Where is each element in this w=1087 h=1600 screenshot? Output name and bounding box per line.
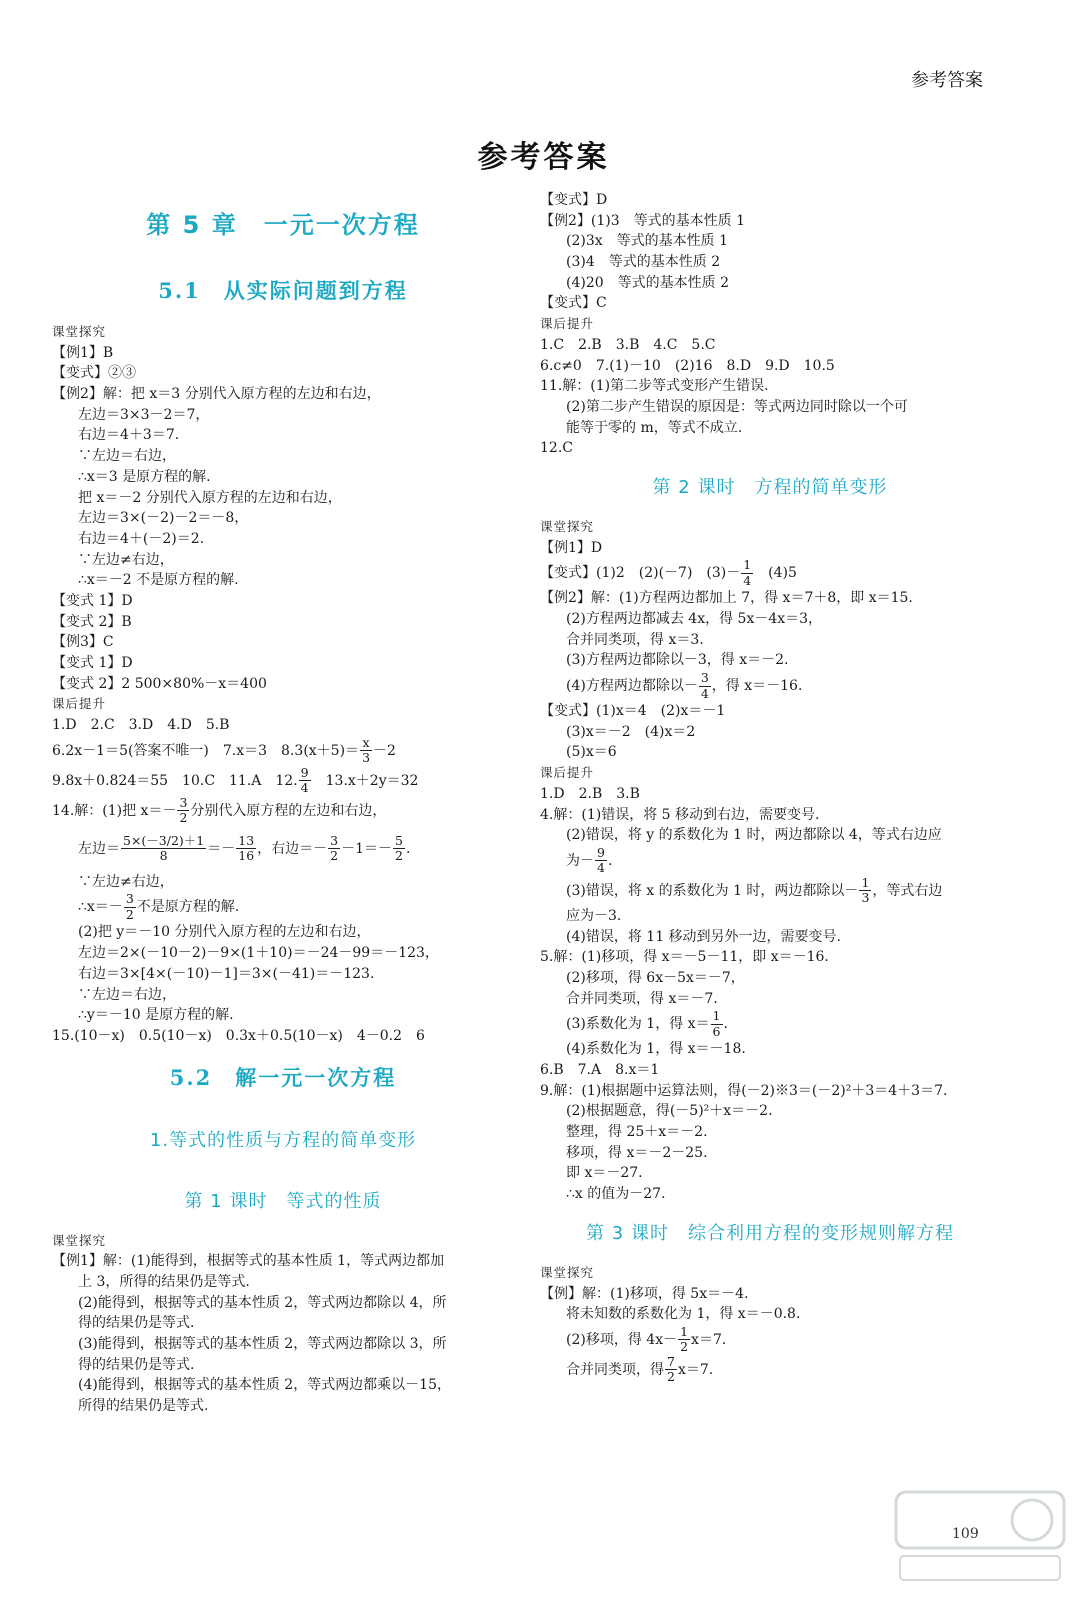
answer-line [540,190,1000,211]
section-tag-label: 课堂探究 [52,324,107,339]
line-text: 【例】解：(1)移项，得 5x＝－4. [540,1285,749,1302]
fraction-denominator: 16 [238,848,255,864]
answer-line [52,488,514,509]
answer-text: －2 [373,742,396,759]
line-text: 【变式 2】B [52,613,132,630]
line-text: 【例1】D [540,539,603,556]
line-text: ∴y＝－10 是原方程的解. [78,1007,234,1024]
answer-line [52,1251,514,1272]
section-tag-label: 课后提升 [540,316,595,332]
line-text: 1.C 2.B 3.B 4.C 5.C [540,336,716,353]
answer-text: ，等式右边 [872,882,943,899]
answer-line [540,784,1000,805]
line-text: 【变式】(1)x＝4 (2)x＝－1 [540,703,726,720]
line-text: 把 x＝－2 分别代入原方程的左边和右边， [78,489,342,506]
answer-text: (4)5 [754,565,797,582]
fraction-numerator: x [360,737,372,752]
line-text: 12.C [540,440,573,457]
right-column [540,190,1000,1385]
answer-text: ，得 x＝－16. [711,678,803,695]
line-text: 11.解：(1)第二步等式变形产生错误. [540,378,769,395]
section-tag [540,1263,1000,1284]
answer-line [540,876,1000,906]
line-text: ∴x＝－2 不是原方程的解. [78,572,239,589]
fraction-numerator: 1 [712,1008,721,1024]
line-text: (3)能得到，根据等式的基本性质 2，等式两边都除以 3，所 [78,1336,447,1352]
answer-line [540,1060,1000,1081]
answer-line [540,989,1000,1010]
fraction-denominator: 2 [680,1339,689,1355]
answer-line [52,529,514,550]
line-text: 6.c≠0 7.(1)－10 (2)16 8.D 9.D 10.5 [540,357,835,374]
line-text: (2)把 y＝－10 分别代入原方程的左边和右边， [78,924,371,941]
fraction-numerator: 1 [861,874,870,890]
fraction [121,832,206,864]
section-tag [540,517,1000,538]
fraction-numerator: 5 [395,832,403,848]
answer-line [52,1355,514,1376]
answer-text: 9.8x＋0.824＝55 10.C 11.A 12. [52,772,298,789]
chapter-heading [52,190,514,260]
line-text: 【例1】B [52,344,114,361]
answer-line [540,609,1000,630]
section-tag [540,763,1000,784]
line-text: 上 3，所得的结果仍是等式. [78,1273,250,1290]
section-tag [52,694,514,715]
line-text: 左边＝3×(－2)－2＝－8， [78,510,249,527]
answer-text: 不是原方程的解. [136,899,240,916]
answer-line [52,384,514,405]
answer-line [540,376,1000,397]
fraction-numerator: 9 [597,844,605,860]
answer-text: ，右边＝－ [257,840,328,857]
fraction [360,734,372,766]
answer-line [52,1272,514,1293]
section-heading [52,1047,514,1109]
answer-line [52,674,514,695]
answer-text: . [406,840,411,857]
line-text: 1.等式的性质与方程的简单变形 [149,1129,417,1151]
line-text: (2)第二步产生错误的原因是：等式两边同时除以一个可 [566,398,908,415]
line-text: 【例2】解：(1)方程两边都加上 7，得 x＝7＋8，即 x＝15. [540,590,913,607]
answer-line [540,1325,1000,1355]
answer-text: ＝－ [207,840,236,857]
answer-text: 左边＝ [78,840,120,857]
answer-line [52,736,514,766]
line-text: ∵左边＝右边， [78,986,176,1003]
answer-text: . [607,852,613,869]
line-text: 【例1】解：(1)能得到，根据等式的基本性质 1，等式两边都加 [52,1253,445,1270]
line-text: ∵左边≠右边， [78,873,174,890]
line-text: 【变式】②③ [52,365,136,382]
line-text: 能等于零的 m，等式不成立. [566,419,743,436]
answer-line [52,612,514,633]
fraction [328,832,340,864]
line-text: (2)根据题意，得(－5)²＋x＝－2. [566,1103,773,1120]
line-text: (2)移项，得 6x－5x＝－7， [566,969,745,986]
fraction-numerator: 3 [125,891,134,907]
answer-line [540,397,1000,418]
line-text: (2)方程两边都减去 4x，得 5x－4x＝3， [566,611,823,627]
fraction-numerator: 5×(－3/2)＋1 [123,832,205,848]
answer-text: (3)系数化为 1，得 x＝ [566,1016,710,1033]
line-text: 【例2】(1)3 等式的基本性质 1 [540,212,746,229]
line-text: 5.2 解一元一次方程 [169,1064,397,1090]
section-tag [540,314,1000,335]
answer-line [52,425,514,446]
line-text: 第 5 章 一元一次方程 [146,211,420,239]
line-text: (3)4 等式的基本性质 2 [566,254,721,271]
fraction-denominator: 6 [712,1023,721,1039]
section-tag-label: 课堂探究 [540,1264,595,1280]
answer-line [540,335,1000,356]
fraction-denominator: 3 [362,750,371,766]
answer-line [540,1284,1000,1305]
line-text: (5)x＝6 [566,744,617,761]
fraction [699,672,711,700]
answer-line [52,1334,514,1355]
answer-line [540,630,1000,651]
answer-line [540,671,1000,701]
line-text: 应为－3. [566,907,622,924]
answer-line [52,985,514,1006]
line-text: 合并同类项，得 x＝3. [566,631,704,648]
answer-line [52,363,514,384]
answer-line [540,211,1000,232]
page-title: 参考答案 [477,140,610,175]
answer-line [52,922,514,943]
answer-line [540,968,1000,989]
answer-text: . [723,1016,728,1033]
answer-line [52,766,514,796]
answer-text: 【变式】(1)2 (2)(－7) (3)－ [540,565,741,582]
line-text: 移项，得 x＝－2－25. [566,1144,708,1161]
line-text: 得的结果仍是等式. [78,1356,195,1373]
line-text: 整理，得 25＋x＝－2. [566,1124,708,1141]
answer-line [540,1163,1000,1184]
fraction [678,1323,690,1355]
answer-line [52,1375,514,1396]
fraction [741,559,753,587]
answer-line [52,653,514,674]
answer-line [540,252,1000,273]
page-number: 109 [952,1526,979,1542]
line-text: (2)能得到，根据等式的基本性质 2，等式两边都除以 4，所 [78,1294,447,1311]
fraction-denominator: 2 [395,848,403,864]
answer-line [540,1184,1000,1205]
answer-line [540,356,1000,377]
fraction-numerator: 1 [743,557,752,573]
line-text: 左边＝2×(－10－2)－9×(1＋10)＝－24－99＝－123， [78,945,439,962]
line-text: 1.D 2.C 3.D 4.D 5.B [52,717,230,734]
line-text: ∵左边≠右边， [78,551,174,568]
answer-line [52,632,514,653]
answer-text: －1＝－ [341,840,393,857]
line-text: 5.解：(1)移项，得 x＝－5－11，即 x＝－16. [540,949,829,966]
answer-text: 分别代入原方程的左边和右边， [190,802,387,819]
answer-line [52,872,514,893]
answer-line [540,1122,1000,1143]
answer-line [540,1009,1000,1039]
line-text: 将未知数的系数化为 1，得 x＝－0.8. [566,1306,801,1323]
line-text: 1.D 2.B 3.B [540,785,640,802]
line-text: ∴x 的值为－27. [566,1186,666,1203]
answer-line [540,1304,1000,1325]
line-text: (2)错误，将 y 的系数化为 1 时，两边都除以 4，等式右边应 [566,827,942,844]
fraction-denominator: 2 [667,1369,675,1385]
answer-text: ∴x＝－ [78,899,123,916]
answer-line [52,467,514,488]
answer-line [540,846,1000,876]
answer-line [540,650,1000,671]
line-text: 6.B 7.A 8.x＝1 [540,1062,660,1078]
line-text: 第 2 课时 方程的简单变形 [652,476,888,498]
answer-line [52,1005,514,1026]
fraction [236,832,256,864]
fraction-denominator: 3 [861,890,870,906]
lesson-heading [540,459,1000,517]
fraction [665,1353,677,1385]
fraction [393,832,405,864]
subsection-heading [52,1109,514,1173]
fraction [859,874,871,906]
line-text: (4)能得到，根据等式的基本性质 2，等式两边都乘以－15， [78,1377,452,1394]
answer-line [52,343,514,364]
line-text: 即 x＝－27. [566,1165,643,1182]
section-tag-label: 课堂探究 [540,518,595,534]
answer-text: 合并同类项，得 [566,1361,664,1378]
answer-text: 6.2x－1＝5(答案不唯一) 7.x＝3 8.3(x＋5)＝ [52,742,360,759]
answer-line [540,418,1000,439]
answer-line [52,715,514,736]
running-head: 参考答案 [911,70,983,91]
answer-line [52,964,514,985]
section-tag-label: 课堂探究 [52,1232,107,1248]
answer-line [52,508,514,529]
answer-line [52,446,514,467]
line-text: ∵左边＝右边， [78,448,176,465]
answer-line [540,1143,1000,1164]
line-text: 右边＝4＋3＝7. [78,427,180,444]
answer-text: 13.x＋2y＝32 [311,772,419,789]
line-text: 得的结果仍是等式. [78,1315,195,1332]
line-text: (3)方程两边都除以－3，得 x＝－2. [566,652,789,669]
left-column [52,190,514,1417]
answer-line [52,1313,514,1334]
line-text: 【变式 1】D [52,592,133,609]
answer-line [540,538,1000,559]
watermark-logo-icon [890,1484,1070,1588]
lesson-heading [52,1173,514,1231]
lesson-heading [540,1205,1000,1263]
line-text: 右边＝4＋(－2)＝2. [78,530,205,547]
fraction [177,794,189,826]
answer-line [540,231,1000,252]
line-text: 第 3 课时 综合利用方程的变形规则解方程 [586,1222,954,1244]
line-text: 15.(10－x) 0.5(10－x) 0.3x＋0.5(10－x) 4－0.2 6 [52,1027,425,1044]
answer-text: (2)移项，得 4x－ [566,1331,678,1348]
answer-text: 为－ [566,852,594,869]
line-text: (4)错误，将 11 移动到另外一边，需要变号. [566,928,841,945]
answer-line [52,826,514,872]
answer-line [52,405,514,426]
answer-line [540,906,1000,927]
answer-line [52,570,514,591]
answer-line [52,1293,514,1314]
fraction-numerator: 7 [667,1353,675,1369]
fraction-denominator: 4 [300,780,309,796]
answer-line [52,1396,514,1417]
answer-line [540,588,1000,609]
line-text: 右边＝3×[4×(－10)－1]＝3×(－41)＝－123. [78,965,375,982]
answer-line [540,947,1000,968]
fraction-numerator: 13 [238,832,255,848]
line-text: (2)3x 等式的基本性质 1 [566,233,728,250]
answer-line [540,438,1000,459]
section-tag [52,1231,514,1252]
line-text: 【变式 2】2 500×80%－x＝400 [52,675,267,692]
answer-line [540,1081,1000,1102]
line-text: 【变式 1】D [52,655,133,671]
answer-line [540,927,1000,948]
answer-line [540,1101,1000,1122]
line-text: 合并同类项，得 x＝－7. [566,990,718,1007]
fraction-numerator: 3 [700,670,709,686]
line-text: (4)20 等式的基本性质 2 [566,274,730,291]
section-tag [52,322,514,343]
answer-text: 14.解：(1)把 x＝－ [52,802,177,819]
fraction-numerator: 3 [330,832,339,848]
fraction-numerator: 9 [300,764,309,780]
fraction-numerator: 3 [179,794,188,810]
answer-text: (4)方程两边都除以－ [566,678,698,695]
answer-line [540,742,1000,763]
fraction [124,893,136,921]
section-tag-label: 课后提升 [52,696,107,712]
fraction-denominator: 8 [159,848,168,864]
line-text: 【变式】D [540,192,608,208]
line-text: 【例2】解：把 x＝3 分别代入原方程的左边和右边， [52,386,381,403]
line-text: 5.1 从实际问题到方程 [158,278,408,303]
line-text: 4.解：(1)错误，将 5 移动到右边，需要变号. [540,806,820,823]
fraction [711,1010,723,1038]
answer-line [540,1039,1000,1060]
line-text: (3)x＝－2 (4)x＝2 [566,723,696,740]
answer-text: (3)错误，将 x 的系数化为 1 时，两边都除以－ [566,882,859,899]
answer-line [52,550,514,571]
fraction [299,764,311,796]
answer-line [540,722,1000,743]
answer-line [52,943,514,964]
fraction-denominator: 4 [743,572,752,588]
line-text: 所得的结果仍是等式. [78,1398,209,1415]
fraction-numerator: 1 [680,1323,689,1339]
fraction-denominator: 4 [700,685,709,701]
answer-line [52,892,514,922]
line-text: 9.解：(1)根据题中运算法则，得(－2)※3＝(－2)²＋3＝4＋3＝7. [540,1082,948,1099]
fraction-denominator: 2 [330,848,339,864]
answer-line [52,796,514,826]
line-text: 【例3】C [52,634,114,651]
line-text: ∴x＝3 是原方程的解. [78,468,211,485]
section-tag-label: 课后提升 [540,765,595,781]
answer-line [52,591,514,612]
line-text: (4)系数化为 1，得 x＝－18. [566,1041,746,1058]
answer-text: x＝7. [691,1331,727,1348]
line-text: 【变式】C [540,295,607,312]
answer-line [540,273,1000,294]
answer-line [52,1026,514,1047]
fraction-denominator: 4 [597,860,605,876]
section-heading [52,260,514,322]
line-text: 左边＝3×3－2＝7， [78,406,210,423]
fraction-denominator: 2 [125,906,134,922]
answer-line [540,825,1000,846]
answer-line [540,1355,1000,1385]
answer-line [540,558,1000,588]
fraction-denominator: 2 [179,810,188,826]
answer-text: x＝7. [677,1361,714,1378]
fraction [595,844,607,876]
answer-line [540,701,1000,722]
answer-line [540,293,1000,314]
line-text: 第 1 课时 等式的性质 [184,1190,382,1212]
answer-line [540,805,1000,826]
